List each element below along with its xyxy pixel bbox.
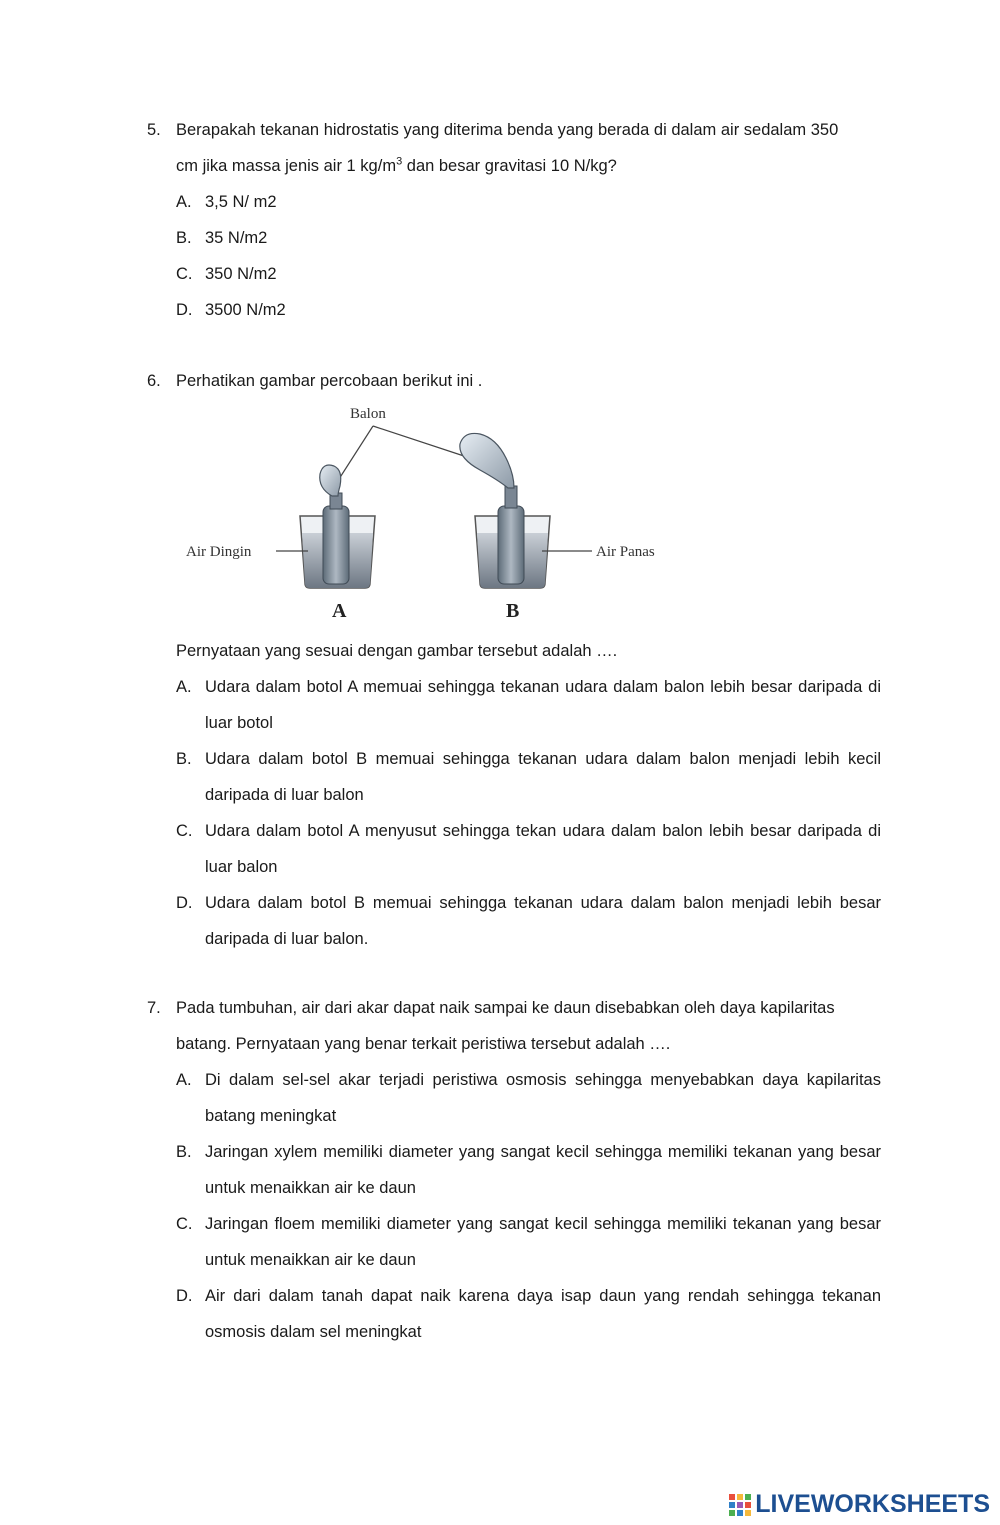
option-d[interactable] xyxy=(176,1278,881,1350)
option-text: 3,5 N/ m2 xyxy=(205,193,277,211)
balloon-bottle-diagram xyxy=(180,398,680,628)
balloon-label: Balon xyxy=(350,406,386,422)
option-text: Udara dalam botol A menyusut sehingga tekan udara dalam balon lebih besar daripada di luar balon xyxy=(205,822,881,876)
option-d[interactable] xyxy=(176,292,881,328)
option-text: Jaringan xylem memiliki diameter yang sangat kecil sehingga memiliki tekanan yang besar untuk menaikkan air ke daun xyxy=(205,1143,881,1197)
beaker-b xyxy=(460,433,550,588)
option-text: Udara dalam botol A memuai sehingga tekanan udara dalam balon lebih besar daripada di luar botol xyxy=(205,678,881,732)
option-letter: A. xyxy=(176,1071,192,1089)
label-a: A xyxy=(332,600,347,622)
question-text-line2 xyxy=(176,148,881,184)
option-letter: D. xyxy=(176,894,193,912)
option-a[interactable] xyxy=(176,1062,881,1134)
experiment-figure xyxy=(180,398,680,628)
question-5 xyxy=(147,112,881,328)
option-a[interactable] xyxy=(176,184,881,220)
option-b[interactable] xyxy=(176,741,881,813)
option-text: 3500 N/m2 xyxy=(205,301,286,319)
question-number: 5. xyxy=(147,121,161,139)
option-list xyxy=(176,669,881,957)
balloon-a xyxy=(320,465,341,496)
option-list xyxy=(176,1062,881,1350)
option-letter: C. xyxy=(176,1215,193,1233)
question-text: Pada tumbuhan, air dari akar dapat naik sampai ke daun disebabkan oleh daya kapilaritas batang. Pernyataan yang benar terkait peristiwa tersebut adalah …. xyxy=(176,999,835,1053)
option-c[interactable] xyxy=(176,256,881,292)
balloon-b xyxy=(460,433,514,488)
question-6 xyxy=(147,363,881,399)
liveworksheets-icon xyxy=(729,1494,751,1516)
option-c[interactable] xyxy=(176,1206,881,1278)
beaker-a xyxy=(300,465,375,588)
question-7 xyxy=(147,990,881,1350)
option-text: 350 N/m2 xyxy=(205,265,277,283)
option-letter: B. xyxy=(176,1143,192,1161)
label-b: B xyxy=(506,600,520,622)
option-text: 35 N/m2 xyxy=(205,229,268,247)
option-letter: B. xyxy=(176,750,192,768)
brand-name: LIVEWORKSHEETS xyxy=(755,1490,990,1518)
text-segment: dan besar gravitasi 10 N/kg? xyxy=(402,157,617,175)
question-text: Perhatikan gambar percobaan berikut ini . xyxy=(176,372,483,390)
option-a[interactable] xyxy=(176,669,881,741)
brand-logo xyxy=(729,1490,990,1519)
option-d[interactable] xyxy=(176,885,881,957)
option-b[interactable] xyxy=(176,1134,881,1206)
option-text: Udara dalam botol B memuai sehingga tekanan udara dalam balon menjadi lebih besar daripada di luar balon. xyxy=(205,894,881,948)
option-text: Di dalam sel-sel akar terjadi peristiwa osmosis sehingga menyebabkan daya kapilaritas batang meningkat xyxy=(205,1071,881,1125)
option-letter: D. xyxy=(176,301,193,319)
option-text: Jaringan floem memiliki diameter yang sangat kecil sehingga memiliki tekanan yang besar untuk menaikkan air ke daun xyxy=(205,1215,881,1269)
option-letter: D. xyxy=(176,1287,193,1305)
statement-text: Pernyataan yang sesuai dengan gambar tersebut adalah …. xyxy=(176,642,618,660)
option-letter: A. xyxy=(176,193,192,211)
question-number: 7. xyxy=(147,999,161,1017)
option-letter: C. xyxy=(176,822,193,840)
option-text: Air dari dalam tanah dapat naik karena daya isap daun yang rendah sehingga tekanan osmosis dalam sel meningkat xyxy=(205,1287,881,1341)
option-letter: C. xyxy=(176,265,193,283)
cold-water-label: Air Dingin xyxy=(186,544,252,560)
option-list xyxy=(176,184,881,328)
superscript: 3 xyxy=(396,155,403,168)
question-text xyxy=(176,112,881,184)
option-letter: A. xyxy=(176,678,192,696)
question-6-options xyxy=(147,633,881,957)
text-segment: cm jika massa jenis air 1 kg/m xyxy=(176,157,397,175)
hot-water-label: Air Panas xyxy=(596,544,655,560)
option-text: Udara dalam botol B memuai sehingga tekanan udara dalam balon menjadi lebih kecil daripada di luar balon xyxy=(205,750,881,804)
option-b[interactable] xyxy=(176,220,881,256)
question-text-line1: Berapakah tekanan hidrostatis yang diterima benda yang berada di dalam air sedalam 350 xyxy=(176,121,839,139)
option-letter: B. xyxy=(176,229,192,247)
pointer-line xyxy=(373,426,470,458)
question-number: 6. xyxy=(147,372,161,390)
option-c[interactable] xyxy=(176,813,881,885)
